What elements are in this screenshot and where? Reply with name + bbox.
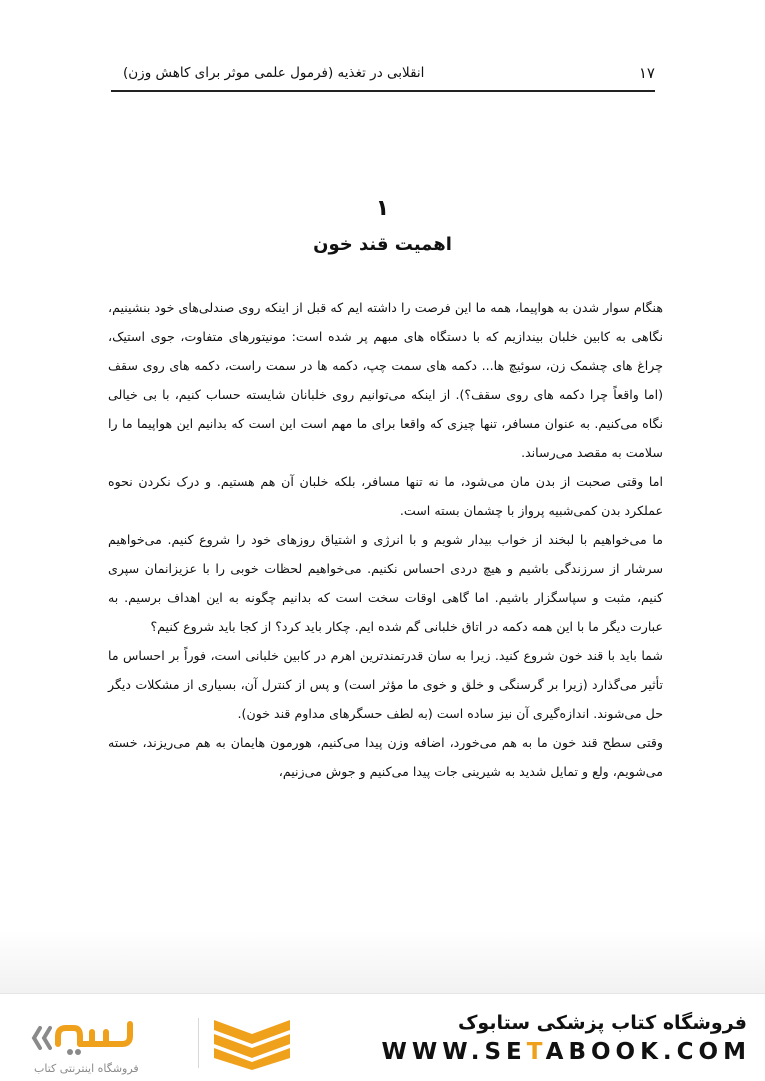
store-url[interactable] [382, 1039, 751, 1065]
paragraph: وقتی سطح قند خون ما به هم می‌خورد، اضافه وزن پیدا می‌کنیم، هورمون هایمان به هم می‌ریزند، خسته می‌شویم، ولع و تمایل شدید به شیرینی جات پیدا می‌کنیم و جوش می‌زنیم، [108, 735, 663, 779]
page-number: ۱۷ [638, 64, 655, 82]
paragraph: اما وقتی صحبت از بدن مان می‌شود، ما نه تنها مسافر، بلکه خلبان آن هم هستیم. و درک نکردن نحوه عملکرد بدن کمی‌شبیه پرواز با چشمان بسته است. [108, 474, 663, 518]
paragraph: هنگام سوار شدن به هواپیما، همه ما این فرصت را داشته ایم که قبل از اینکه روی صندلی‌های خود بنشینیم، نگاهی به کابین خلبان بیندازیم که با دستگاه های مبهم پر شده است: مونیتورهای متفاوت، جوی استیک، چراغ های چشمک زن، سوئیچ ها... دکمه های سمت چپ، دکمه ها در سمت راست، دکمه های روی سقف (اما واقعاً چرا دکمه های روی سقف؟). از اینکه می‌توانیم روی خلبانان شایسته حساب کنیم، با بی خیالی نگاه می‌کنیم. به عنوان مسافر، تنها چیزی که واقعا برای ما مهم است این است که بدانیم این هواپیما ما را سلامت به مقصد می‌رساند. [108, 300, 663, 460]
running-header [111, 60, 655, 92]
url-part: ABOOK.COM [545, 1039, 751, 1065]
logo-tagline: فروشگاه اینترنتی کتاب [34, 1062, 139, 1075]
header-book-title: انقلابی در تغذیه (فرمول علمی موثر برای کاهش وزن) [123, 65, 425, 81]
paragraph: ما می‌خواهیم با لبخند از خواب بیدار شویم و با انرژی و اشتیاق روزهای خود را شروع کنیم. می‌خواهیم سرشار از سرزندگی باشیم و هیچ دردی احساس نکنیم. می‌خواهیم لحظات خوبی را با عزیزانمان سپری کنیم، مثبت و سپاسگزار باشیم. اما گاهی اوقات سخت است که بدانیم چگونه به این اهداف برسیم. به عبارت دیگر ما با این همه دکمه در اتاق خلبانی گم شده ایم. چکار باید کرد؟ از کجا باید شروع کنیم؟ [108, 532, 663, 634]
paragraph: شما باید با قند خون شروع کنید. زیرا به سان قدرتمندترین اهرم در کابین خلبانی است، فوراً بر احساس ما تأثیر می‌گذارد (زیرا بر گرسنگی و خلق و خوی ما مؤثر است) و پس از کنترل آن، بسیاری از مشکلات دیگر حل می‌شوند. اندازه‌گیری آن نیز ساده است (به لطف حسگرهای مداوم قند خون). [108, 648, 663, 721]
url-part: WWW.SE [381, 1039, 527, 1065]
setabook-logo[interactable] [30, 1014, 170, 1078]
store-footer [0, 993, 765, 1081]
chevron-icon [212, 1018, 292, 1070]
chapter-number: ۱ [375, 196, 390, 221]
page-fade [0, 930, 765, 995]
url-accent-letter: T [526, 1039, 546, 1065]
footer-divider [198, 1018, 199, 1068]
chapter-title: اهمیت قند خون [313, 234, 452, 255]
store-name: فروشگاه کتاب پزشکی ستابوک [457, 1012, 747, 1034]
body-text [108, 293, 663, 786]
